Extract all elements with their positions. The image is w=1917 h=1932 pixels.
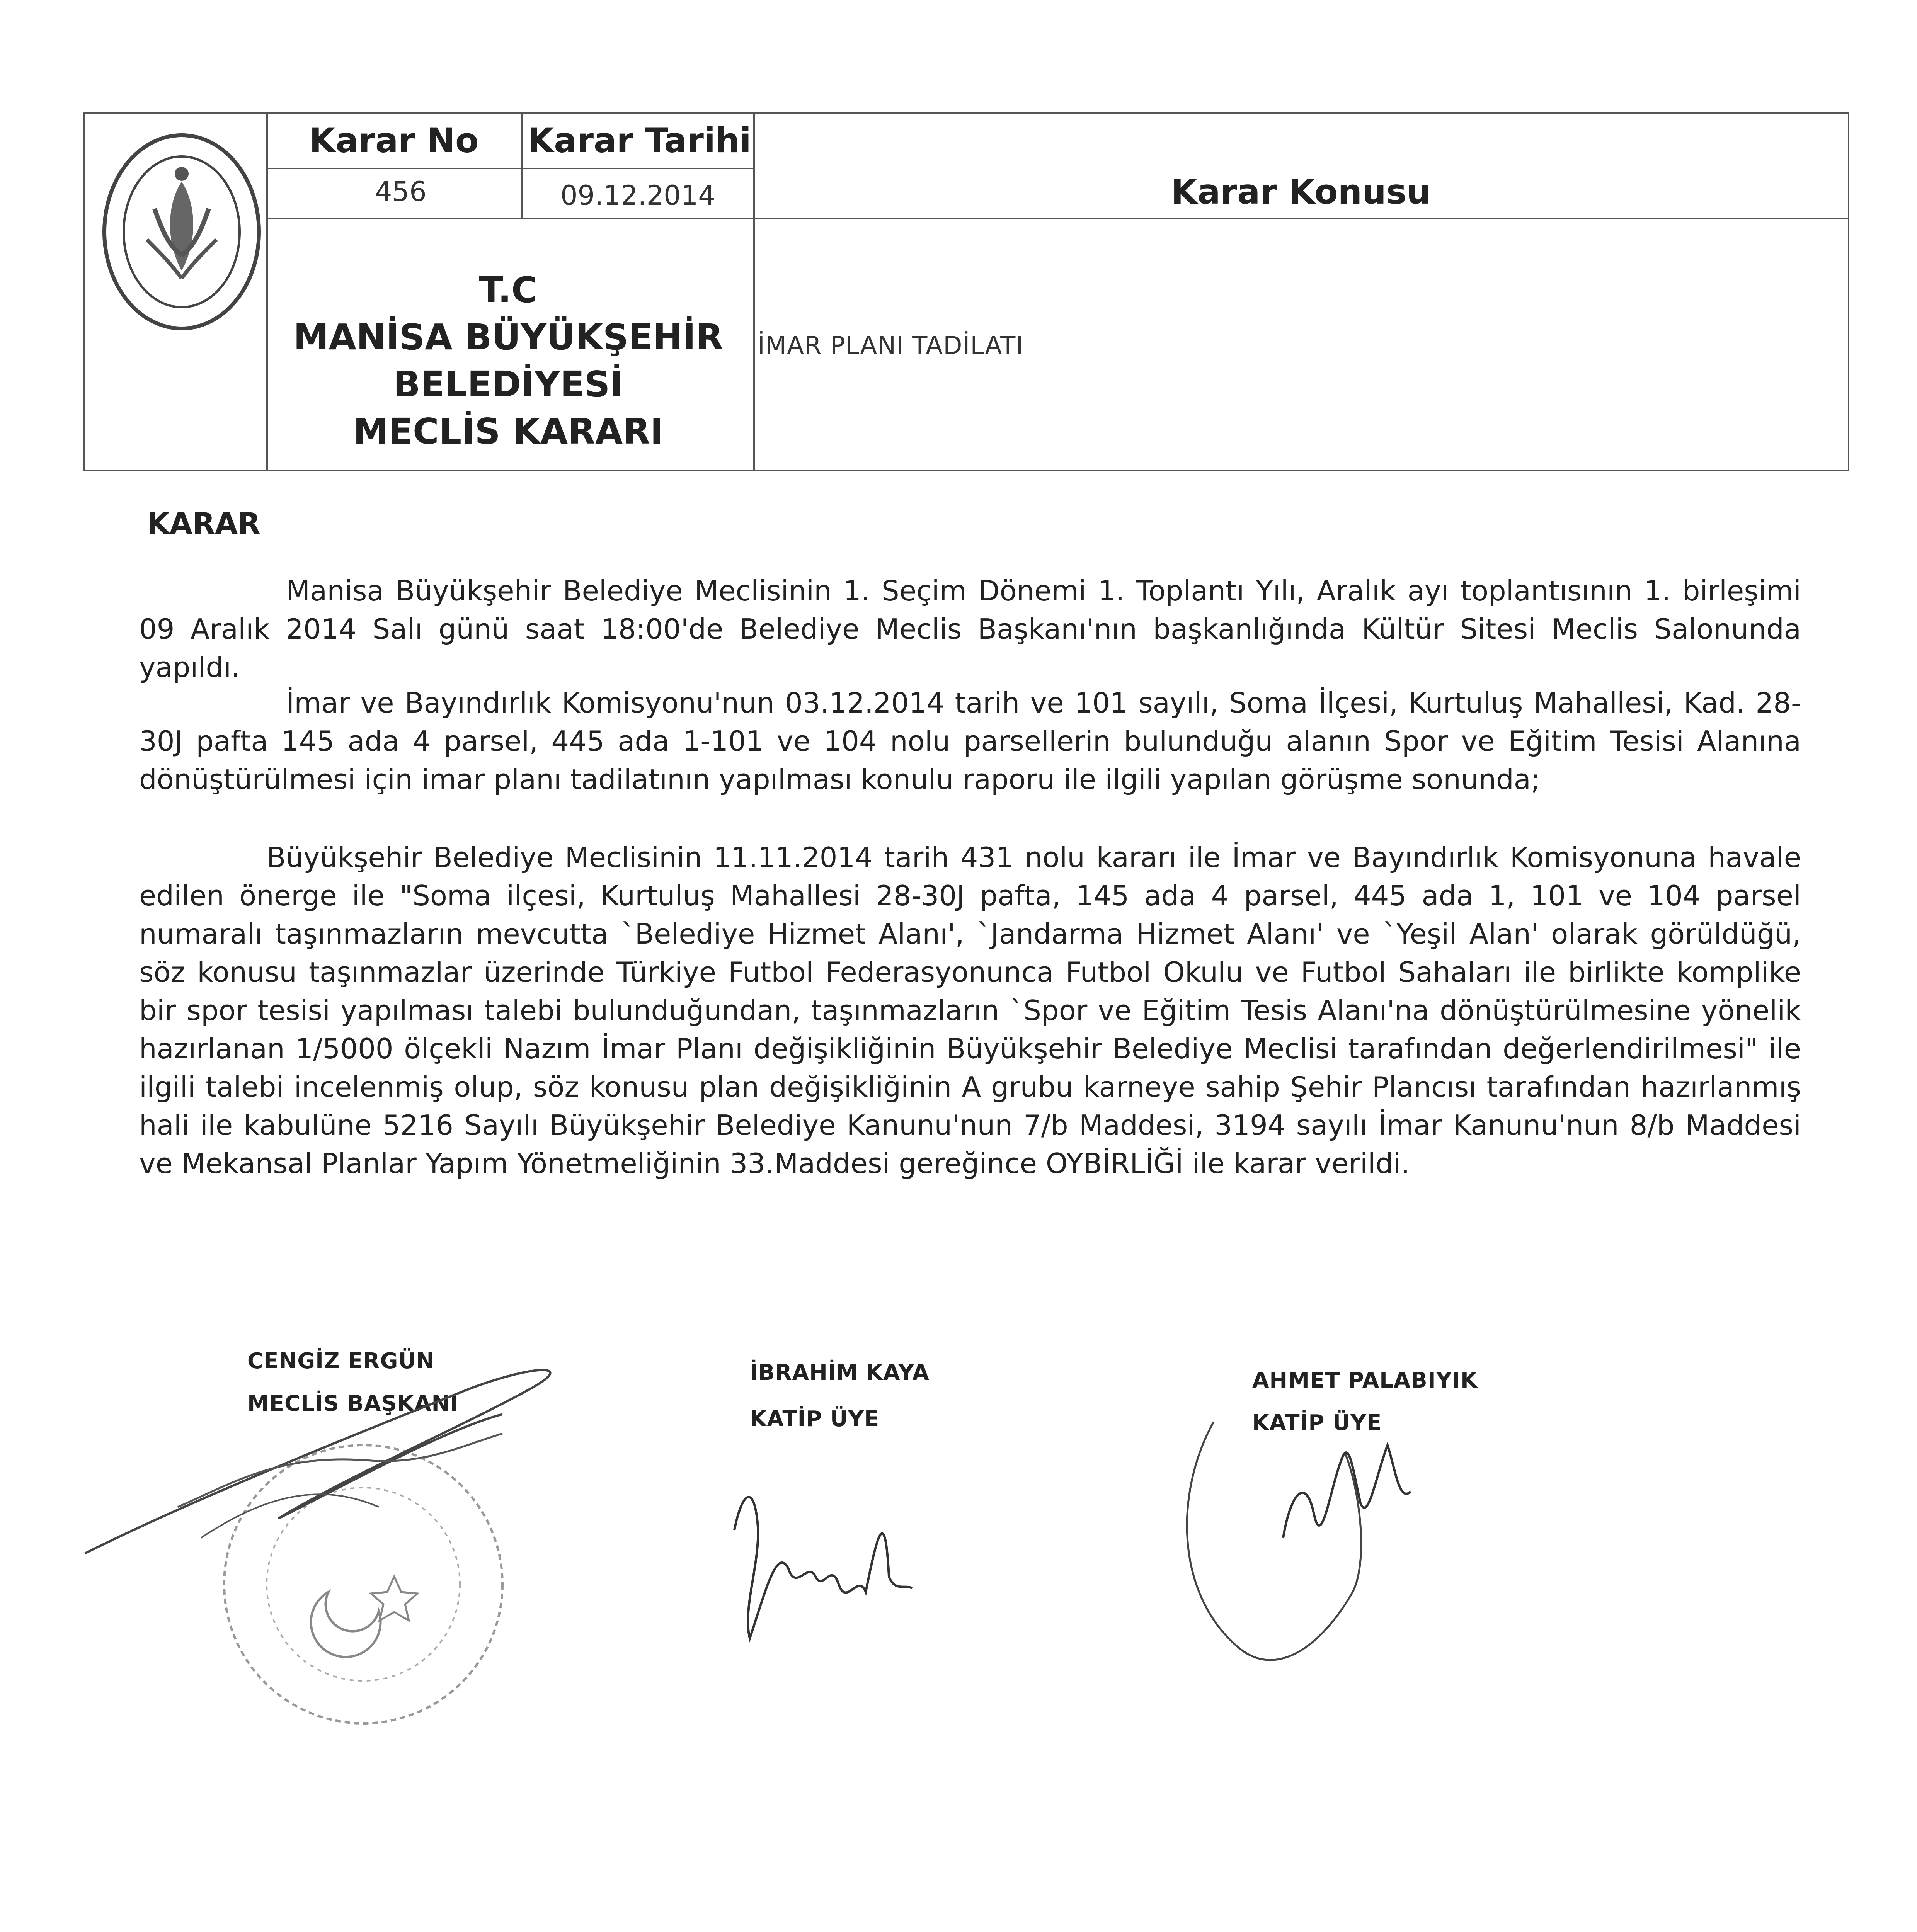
paragraph-text: Büyükşehir Belediye Meclisinin 11.11.2014 tarih 431 nolu kararı ile İmar ve Bayındırlık Komisyonuna havale edilen önerge ile "Soma ilçesi, Kurtuluş Mahallesi 28-30J pafta, 145 ada 4 parsel, 445 ada 1, 101 ve 104 parsel numaralı taşınmazların mevcutta `Belediye Hizmet Alanı', `Jandarma Hizmet Alanı' ve `Yeşil Alan' olarak görüldüğü, söz konusu taşınmazlar üzerinde Türkiye Futbol Federasyonunca Futbol Okulu ve Futbol Sahaları ile birlikte komplike bir spor tesisi yapılması talebi bulunduğundan, taşınmazların `Spor ve Eğitim Tesis Alanı'na dönüştürülmesine yönelik hazırlanan 1/5000 ölçekli Nazım İmar Planı değişikliğinin Büyükşehir Belediye Meclisi tarafından değerlendirilmesi" ile ilgili talebi incelenmiş olup, söz konusu plan değişikliğinin A grubu karneye sahip Şehir Plancısı tarafından hazırlanmış hali ile kabulüne 5216 Sayılı Büyükşehir Belediye Kanunu'nun 7/b Maddesi, 3194 sayılı İmar Kanunu'nun 8/b Maddesi ve Mekansal Planlar Yapım Yönetmeliğinin 33.Maddesi gereğince OYBİRLİĞİ ile karar verildi. — [139, 841, 1801, 1180]
karar-no-value: 456 — [375, 176, 427, 207]
karar-konusu-label: Karar Konusu — [1171, 172, 1431, 212]
signatory-name: AHMET PALABIYIK — [1252, 1368, 1478, 1393]
divider — [266, 168, 755, 169]
karar-no-label: Karar No — [309, 121, 479, 160]
body-heading: KARAR — [147, 506, 260, 541]
org-line: MANİSA BÜYÜKŞEHİR — [293, 316, 724, 358]
paragraph — [139, 838, 1801, 1183]
signatory-name: İBRAHİM KAYA — [750, 1360, 930, 1385]
karar-tarihi-label: Karar Tarihi — [528, 121, 751, 160]
paragraph — [139, 572, 1801, 687]
signatory-role: KATİP ÜYE — [750, 1406, 880, 1432]
karar-tarihi-value: 09.12.2014 — [560, 180, 715, 211]
signatory-role: KATİP ÜYE — [1252, 1410, 1382, 1435]
paragraph — [139, 684, 1801, 799]
org-line: T.C — [479, 269, 538, 311]
organization-name — [271, 267, 746, 455]
divider — [753, 114, 755, 471]
signature-scribble — [77, 1337, 618, 1615]
signatory-name: CENGİZ ERGÜN — [247, 1349, 435, 1374]
paragraph-text: İmar ve Bayındırlık Komisyonu'nun 03.12.2014 tarih ve 101 sayılı, Soma İlçesi, Kurtuluş Mahallesi, Kad. 28-30J pafta 145 ada 4 parsel, 445 ada 1-101 ve 104 nolu parsellerin bulunduğu alanın Spor ve Eğitim Tesisi Alanına dönüştürülmesi için imar planı tadilatının yapılması konulu raporu ile ilgili yapılan görüşme sonunda; — [139, 687, 1801, 796]
org-line: BELEDİYESİ — [393, 364, 623, 405]
divider — [266, 218, 1849, 219]
decision-subject: İMAR PLANI TADİLATI — [758, 332, 1024, 360]
org-line: MECLİS KARARI — [353, 411, 664, 452]
municipality-logo — [89, 116, 274, 340]
divider — [521, 114, 523, 218]
signature-scribble — [1159, 1376, 1469, 1692]
signature-scribble — [719, 1445, 920, 1662]
paragraph-text: Manisa Büyükşehir Belediye Meclisinin 1. Seçim Dönemi 1. Toplantı Yılı, Aralık ayı toplantısının 1. birleşimi 09 Aralık 2014 Salı günü saat 18:00'de Belediye Meclis Başkanı'nın başkanlığında Kültür Sitesi Meclis Salonunda yapıldı. — [139, 575, 1801, 684]
signatory-role: MECLİS BAŞKANI — [247, 1391, 459, 1416]
